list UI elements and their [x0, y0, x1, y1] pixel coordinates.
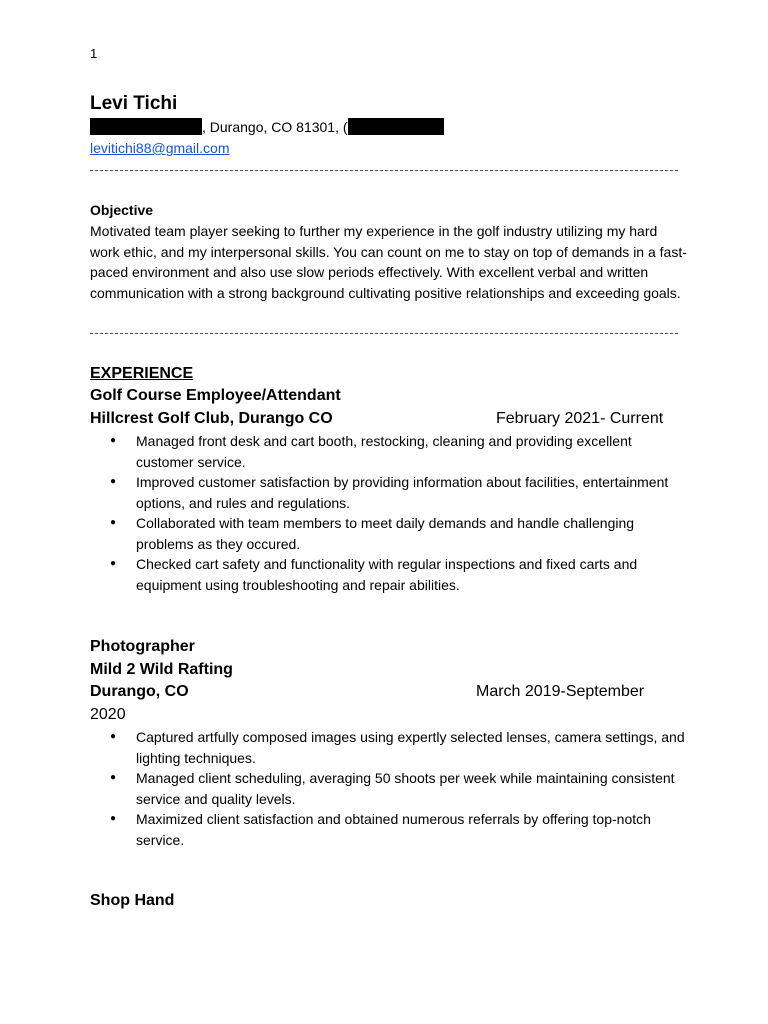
- job-bullet-list: [90, 727, 690, 850]
- job-title: Golf Course Employee/Attendant: [90, 387, 341, 404]
- page-number: 1: [90, 46, 98, 61]
- address-text: , Durango, CO 81301, (: [202, 119, 348, 135]
- job-location: Durango, CO: [90, 683, 189, 700]
- list-item: ● Maximized client satisfaction and obtained numerous referrals by offering top-notch service.: [90, 809, 690, 850]
- job-bullet-list: [90, 431, 690, 595]
- contact-line: [90, 118, 444, 135]
- job-title: Photographer: [90, 638, 195, 655]
- list-item: ● Improved customer satisfaction by providing information about facilities, entertainment options, and rules and regulations.: [90, 472, 690, 513]
- applicant-name: Levi Tichi: [90, 93, 178, 114]
- objective-heading: Objective: [90, 202, 154, 218]
- job-employer: Mild 2 Wild Rafting: [90, 661, 233, 678]
- list-item: ● Checked cart safety and functionality with regular inspections and fixed carts and equipment using troubleshooting and repair abilities.: [90, 554, 690, 595]
- list-item: ● Managed client scheduling, averaging 50 shoots per week while maintaining consistent service and quality levels.: [90, 768, 690, 809]
- divider: [90, 170, 678, 171]
- list-item: ● Collaborated with team members to meet daily demands and handle challenging problems as they occured.: [90, 513, 690, 554]
- job-title: Shop Hand: [90, 892, 175, 909]
- list-item: ● Captured artfully composed images using expertly selected lenses, camera settings, and lighting techniques.: [90, 727, 690, 768]
- email-link[interactable]: levitichi88@gmail.com: [90, 140, 230, 156]
- objective-text: Motivated team player seeking to further my experience in the golf industry utilizing my hard work ethic, and my interpersonal skills. You can count on me to stay on top of demands in a fast-paced environment and also use slow periods effectively. With excellent verbal and written communication with a strong background cultivating positive relationships and exceeding goals.: [90, 223, 687, 301]
- list-item: ● Managed front desk and cart booth, restocking, cleaning and providing excellent customer service.: [90, 431, 690, 472]
- experience-heading: EXPERIENCE: [90, 365, 194, 382]
- divider: [90, 333, 678, 334]
- job-dates: February 2021- Current: [496, 410, 664, 427]
- redacted-phone-number: [348, 118, 444, 135]
- job-employer: Hillcrest Golf Club, Durango CO: [90, 410, 333, 427]
- job-dates-end: 2020: [90, 706, 126, 723]
- job-dates-start: March 2019-September: [476, 683, 645, 700]
- redacted-street-address: [90, 118, 202, 135]
